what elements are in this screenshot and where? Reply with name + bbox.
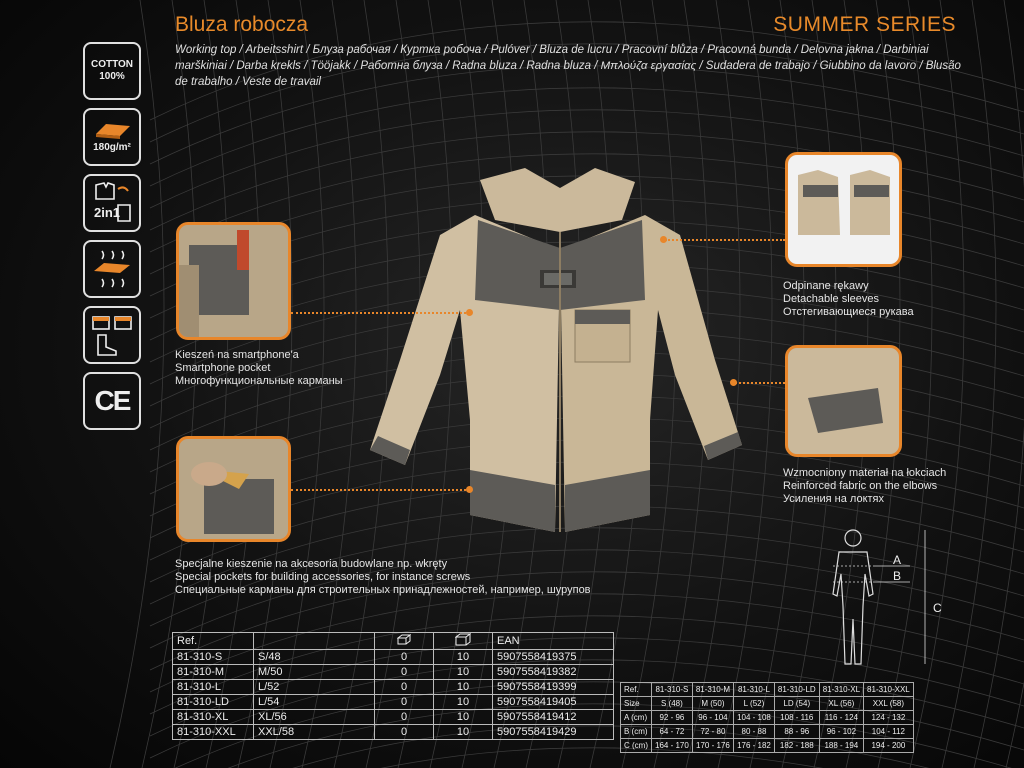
size-cell: 81-310-XXL — [864, 683, 914, 697]
measure-b-label: B — [893, 569, 902, 583]
size-row — [621, 697, 914, 711]
translations-subtitle: Working top / Arbeitsshirt / Блуза рабочая / Куртка робоча / Pulóver / Bluza de lucru / Pracovní blůza / Pracovná bunda / Delovna jakna / Darbiniai marškiniai / Darba krekls / Tööjakk / Работна блуза / Radna bluza / Radna bluza / Μπλούζα εργασίας / Sudadera de trabajo / Giubbino da lavoro / Blusão de trabalho / Veste de travail — [175, 44, 961, 88]
connector-elbows — [735, 382, 785, 384]
size-row — [621, 711, 914, 725]
size-row — [621, 725, 914, 739]
table-cell: 5907558419375 — [493, 650, 614, 665]
size-cell: A (cm) — [621, 711, 652, 725]
table-cell: M/50 — [254, 665, 375, 680]
table-cell: 5907558419405 — [493, 695, 614, 710]
size-cell: 81-310-S — [652, 683, 693, 697]
knee-pad-icon — [83, 306, 141, 364]
body-measurement-figure — [815, 524, 955, 674]
caption-line: Reinforced fabric on the elbows — [783, 480, 938, 492]
table-cell: 81-310-XXL — [173, 725, 254, 740]
table-row — [173, 725, 614, 740]
page-title: Bluza robocza — [175, 13, 309, 36]
table-cell: XL/56 — [254, 710, 375, 725]
measure-a-label: A — [893, 553, 902, 567]
two-in-one-label: 2in1 — [94, 205, 121, 220]
smartphone-pocket-image — [179, 225, 289, 339]
size-row — [621, 683, 914, 697]
table-cell: 5907558419399 — [493, 680, 614, 695]
caption-line: Smartphone pocket — [175, 362, 271, 374]
ce-mark-icon — [83, 372, 141, 430]
size-cell: LD (54) — [774, 697, 819, 711]
reinforced-elbows-image — [788, 348, 900, 456]
size-cell: 81-310-L — [734, 683, 775, 697]
size-cell: 96 - 104 — [692, 711, 733, 725]
table-row — [173, 710, 614, 725]
cotton-icon — [83, 42, 141, 100]
size-cell: 92 - 96 — [652, 711, 693, 725]
table-cell: L/54 — [254, 695, 375, 710]
connector-sleeves — [665, 239, 785, 241]
table-cell: 81-310-M — [173, 665, 254, 680]
detachable-jacket-icon — [90, 181, 134, 225]
table-cell: 0 — [375, 665, 434, 680]
table-cell: XXL/58 — [254, 725, 375, 740]
measure-c-label: C — [933, 601, 942, 615]
caption-smartphone-pocket — [175, 349, 343, 388]
caption-reinforced-elbows — [783, 467, 946, 506]
table-cell: 0 — [375, 650, 434, 665]
caption-line: Special pockets for building accessories, for instance screws — [175, 571, 471, 583]
connector-dot — [730, 379, 737, 386]
breathable-icon — [83, 240, 141, 298]
table-cell: 10 — [434, 650, 493, 665]
reference-table — [172, 632, 614, 740]
header-small-box — [375, 633, 434, 650]
table-cell: 0 — [375, 695, 434, 710]
table-row — [173, 695, 614, 710]
size-cell: 182 - 188 — [774, 739, 819, 753]
caption-detachable-sleeves — [783, 280, 914, 319]
size-cell: 104 - 108 — [734, 711, 775, 725]
table-cell: 81-310-L — [173, 680, 254, 695]
size-cell: 81-310-M — [692, 683, 733, 697]
smartphone-pocket-photo — [176, 222, 291, 340]
caption-line: Kieszeń na smartphone'a — [175, 349, 299, 361]
table-cell: 10 — [434, 710, 493, 725]
size-cell: 176 - 182 — [734, 739, 775, 753]
size-cell: Ref. — [621, 683, 652, 697]
header-ean: EAN — [493, 633, 614, 650]
table-cell: 10 — [434, 680, 493, 695]
size-cell: S (48) — [652, 697, 693, 711]
size-cell: M (50) — [692, 697, 733, 711]
table-cell: 10 — [434, 725, 493, 740]
table-row — [173, 680, 614, 695]
size-cell: 124 - 132 — [864, 711, 914, 725]
fabric-swatch-icon — [92, 120, 132, 142]
connector-special-pockets — [291, 489, 466, 491]
size-cell: 96 - 102 — [819, 725, 863, 739]
table-cell: 5907558419412 — [493, 710, 614, 725]
feature-icons — [83, 42, 143, 438]
size-cell: L (52) — [734, 697, 775, 711]
detachable-sleeves-image — [788, 155, 900, 265]
grid-line — [974, 0, 1024, 768]
table-cell: 81-310-LD — [173, 695, 254, 710]
caption-line: Отстегивающиеся рукава — [783, 306, 914, 318]
table-cell: 81-310-XL — [173, 710, 254, 725]
size-chart-table — [620, 682, 914, 753]
small-box-icon — [397, 634, 411, 645]
size-cell: 116 - 124 — [819, 711, 863, 725]
table-cell: 0 — [375, 725, 434, 740]
table-row — [173, 665, 614, 680]
connector-smartphone — [291, 312, 466, 314]
connector-dot — [466, 486, 473, 493]
size-cell: 81-310-XL — [819, 683, 863, 697]
size-cell: 81-310-LD — [774, 683, 819, 697]
ce-mark-label: CE — [94, 385, 130, 416]
series-label: SUMMER SERIES — [773, 13, 956, 36]
size-cell: 170 - 176 — [692, 739, 733, 753]
table-cell: 0 — [375, 680, 434, 695]
caption-line: Wzmocniony materiał na łokciach — [783, 467, 947, 479]
special-pockets-photo — [176, 436, 291, 542]
detachable-sleeves-photo — [785, 152, 902, 267]
caption-line: Specjalne kieszenie na akcesoria budowlane np. wkręty — [175, 558, 448, 570]
caption-line: Odpinane rękawy — [783, 280, 869, 292]
table-cell: 10 — [434, 665, 493, 680]
size-cell: 108 - 116 — [774, 711, 819, 725]
table-cell: 10 — [434, 695, 493, 710]
special-pockets-image — [179, 439, 289, 541]
table-cell: L/52 — [254, 680, 375, 695]
size-cell: 64 - 72 — [652, 725, 693, 739]
size-cell: B (cm) — [621, 725, 652, 739]
large-box-icon — [455, 633, 471, 646]
table-cell: 0 — [375, 710, 434, 725]
reinforced-elbows-photo — [785, 345, 902, 457]
connector-dot — [466, 309, 473, 316]
table-cell: 81-310-S — [173, 650, 254, 665]
breathable-fabric-icon — [90, 247, 134, 291]
size-cell: 164 - 170 — [652, 739, 693, 753]
size-cell: XL (56) — [819, 697, 863, 711]
header-ref: Ref. — [173, 633, 254, 650]
grid-line — [1006, 0, 1024, 768]
size-cell: XXL (58) — [864, 697, 914, 711]
table-cell: 5907558419382 — [493, 665, 614, 680]
fabric-weight-icon — [83, 108, 141, 166]
caption-line: Специальные карманы для строительных принадлежностей, например, шурупов — [175, 584, 591, 596]
size-cell: 194 - 200 — [864, 739, 914, 753]
header-size — [254, 633, 375, 650]
connector-dot — [660, 236, 667, 243]
header-large-box — [434, 633, 493, 650]
caption-line: Усиления на локтях — [783, 493, 885, 505]
pocket-pads-icon — [90, 313, 134, 357]
table-cell: S/48 — [254, 650, 375, 665]
size-cell: 104 - 112 — [864, 725, 914, 739]
fabric-weight-label: 180g/m² — [93, 142, 131, 153]
table-row — [173, 650, 614, 665]
table-cell: 5907558419429 — [493, 725, 614, 740]
cotton-label: COTTON — [90, 59, 134, 70]
size-cell: 188 - 194 — [819, 739, 863, 753]
size-cell: 88 - 96 — [774, 725, 819, 739]
size-cell: C (cm) — [621, 739, 652, 753]
caption-special-pockets — [175, 558, 591, 597]
size-cell: 80 - 88 — [734, 725, 775, 739]
caption-line: Detachable sleeves — [783, 293, 880, 305]
size-row — [621, 739, 914, 753]
table-header-row — [173, 633, 614, 650]
jacket-image — [360, 160, 750, 560]
two-in-one-icon — [83, 174, 141, 232]
cotton-percent: 100% — [99, 71, 125, 82]
size-cell: Size — [621, 697, 652, 711]
caption-line: Многофункциональные карманы — [175, 375, 343, 387]
size-cell: 72 - 80 — [692, 725, 733, 739]
